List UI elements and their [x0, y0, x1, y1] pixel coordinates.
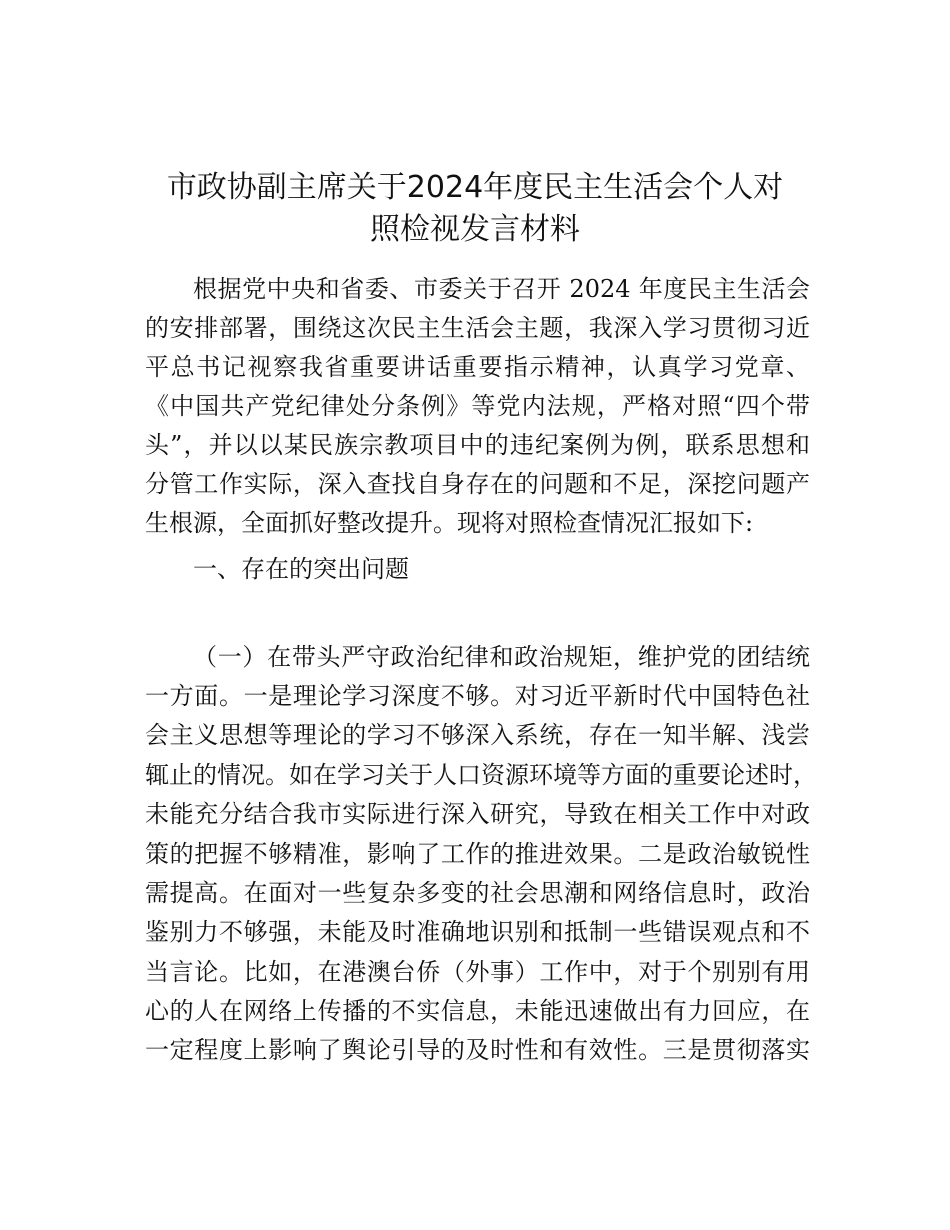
text-line: （一）在带头严守政治纪律和政治规矩，维护党的团结统: [193, 643, 810, 671]
text-line: 根据党中央和省委、市委关于召开 2024 年度民主生活会: [193, 275, 810, 303]
title-line: 市政协副主席关于2024年度民主生活会个人对: [166, 170, 784, 205]
text-line: 需提高。在面对一些复杂多变的社会思潮和网络信息时，政治: [145, 879, 810, 907]
text-line: 的安排部署，围绕这次民主生活会主题，我深入学习贯彻习近: [145, 314, 810, 342]
text-line: 未能充分结合我市实际进行深入研究，导致在相关工作中对政: [145, 800, 810, 828]
text-line: 一方面。一是理论学习深度不够。对习近平新时代中国特色社: [145, 682, 810, 710]
text-line: 头”，并以以某民族宗教项目中的违纪案例为例，联系思想和: [145, 431, 810, 459]
text-line: 策的把握不够精准，影响了工作的推进效果。二是政治敏锐性: [145, 840, 810, 868]
text-line: 分管工作实际，深入查找自身存在的问题和不足，深挖问题产: [145, 470, 810, 498]
title-line: 照检视发言材料: [370, 212, 580, 247]
text-line: 平总书记视察我省重要讲话重要指示精神，认真学习党章、: [145, 353, 810, 381]
text-line: 《中国共产党纪律处分条例》等党内法规，严格对照“四个带: [145, 392, 810, 420]
text-line: 鉴别力不够强，未能及时准确地识别和抵制一些错误观点和不: [145, 918, 810, 946]
text-line: 当言论。比如，在港澳台侨（外事）工作中，对于个别别有用: [145, 958, 810, 986]
text-line: 生根源，全面抓好整改提升。现将对照检查情况汇报如下:: [145, 509, 754, 537]
text-line: 心的人在网络上传播的不实信息，未能迅速做出有力回应，在: [145, 997, 810, 1025]
text-line: 一定程度上影响了舆论引导的及时性和有效性。三是贯彻落实: [145, 1036, 810, 1064]
section-heading: 一、存在的突出问题: [193, 555, 409, 583]
text-line: 辄止的情况。如在学习关于人口资源环境等方面的重要论述时，: [145, 761, 817, 789]
text-line: 会主义思想等理论的学习不够深入系统，存在一知半解、浅尝: [145, 721, 810, 749]
